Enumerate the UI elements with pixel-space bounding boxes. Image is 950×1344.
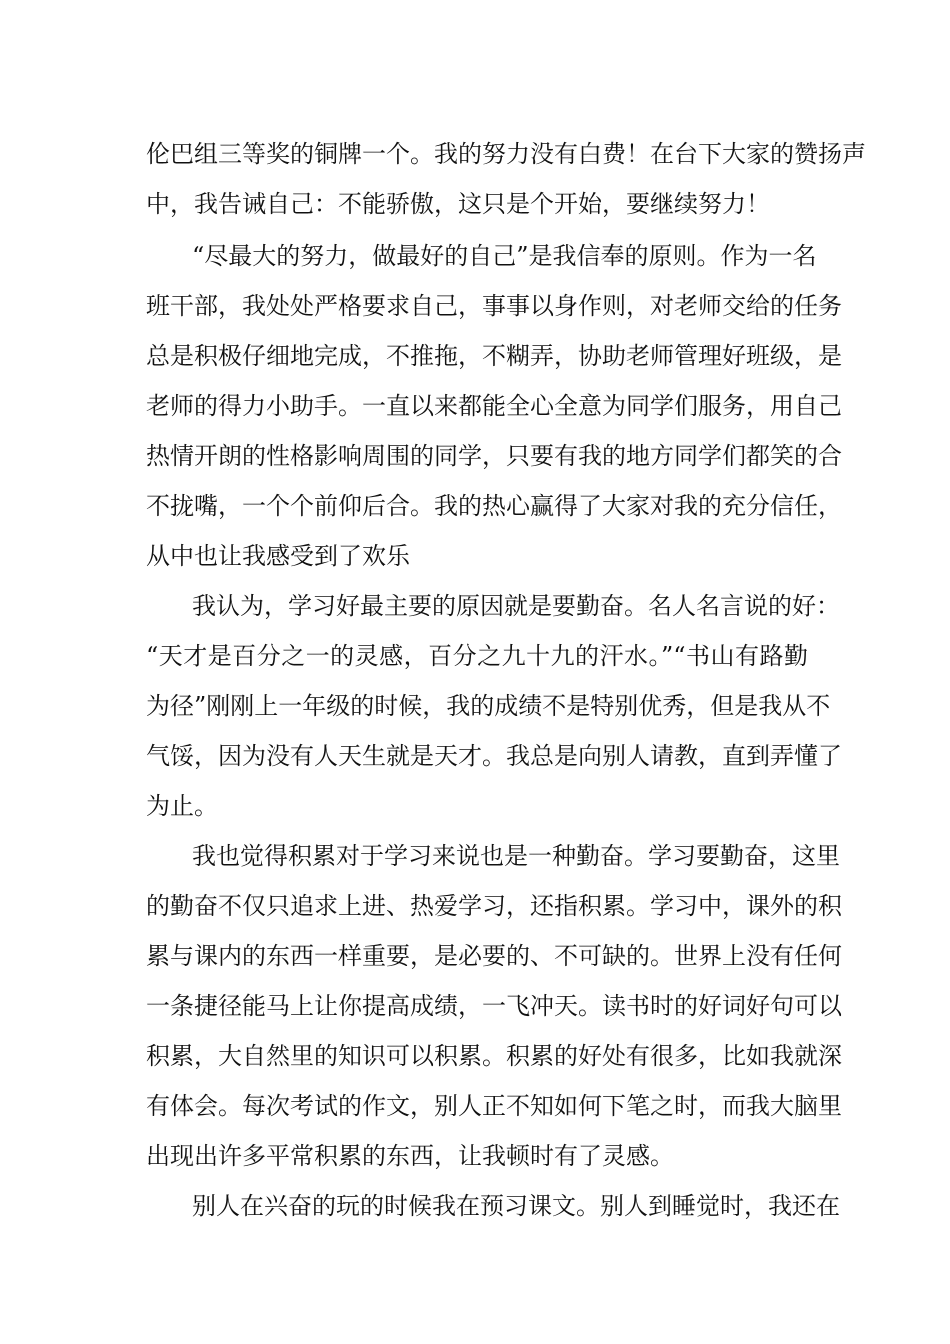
- text-line: 气馁，因为没有人天生就是天才。我总是向别人请教，直到弄懂了: [146, 742, 842, 770]
- text-line: “尽最大的努力，做最好的自己”是我信奉的原则。作为一名: [192, 242, 817, 270]
- text-line: 为径”刚刚上一年级的时候，我的成绩不是特别优秀，但是我从不: [146, 692, 831, 720]
- text-line: 班干部，我处处严格要求自己，事事以身作则，对老师交给的任务: [146, 292, 842, 320]
- text-line: 老师的得力小助手。一直以来都能全心全意为同学们服务，用自己: [146, 392, 842, 420]
- text-line: 热情开朗的性格影响周围的同学，只要有我的地方同学们都笑的合: [146, 442, 842, 470]
- text-line: 一条捷径能马上让你提高成绩，一飞冲天。读书时的好词好句可以: [146, 992, 842, 1020]
- text-line: 不拢嘴，一个个前仰后合。我的热心赢得了大家对我的充分信任，: [146, 492, 842, 520]
- text-line: 出现出许多平常积累的东西，让我顿时有了灵感。: [146, 1142, 674, 1170]
- text-line: 别人在兴奋的玩的时候我在预习课文。别人到睡觉时，我还在: [192, 1192, 840, 1220]
- text-line: 我认为，学习好最主要的原因就是要勤奋。名人名言说的好：: [192, 592, 840, 620]
- paragraph-4: [146, 831, 842, 1181]
- text-line: 为止。: [146, 792, 218, 820]
- text-line: 有体会。每次考试的作文，别人正不知如何下笔之时，而我大脑里: [146, 1092, 842, 1120]
- paragraph-1: [146, 129, 866, 229]
- text-line: 积累，大自然里的知识可以积累。积累的好处有很多，比如我就深: [146, 1042, 842, 1070]
- paragraph-3: [146, 581, 842, 831]
- paragraph-2: [146, 231, 842, 581]
- text-line: 总是积极仔细地完成，不推拖，不糊弄，协助老师管理好班级，是: [146, 342, 842, 370]
- text-line: 我也觉得积累对于学习来说也是一种勤奋。学习要勤奋，这里: [192, 842, 840, 870]
- text-line: “天才是百分之一的灵感，百分之九十九的汗水。”“书山有路勤: [146, 642, 808, 670]
- paragraph-5: [146, 1181, 840, 1231]
- text-line: 的勤奋不仅只追求上进、热爱学习，还指积累。学习中，课外的积: [146, 892, 842, 920]
- text-line: 中，我告诫自己：不能骄傲，这只是个开始，要继续努力！: [146, 190, 770, 218]
- text-line: 从中也让我感受到了欢乐: [146, 542, 410, 570]
- text-line: 累与课内的东西一样重要，是必要的、不可缺的。世界上没有任何: [146, 942, 842, 970]
- text-line: 伦巴组三等奖的铜牌一个。我的努力没有白费！在台下大家的赞扬声: [146, 140, 866, 168]
